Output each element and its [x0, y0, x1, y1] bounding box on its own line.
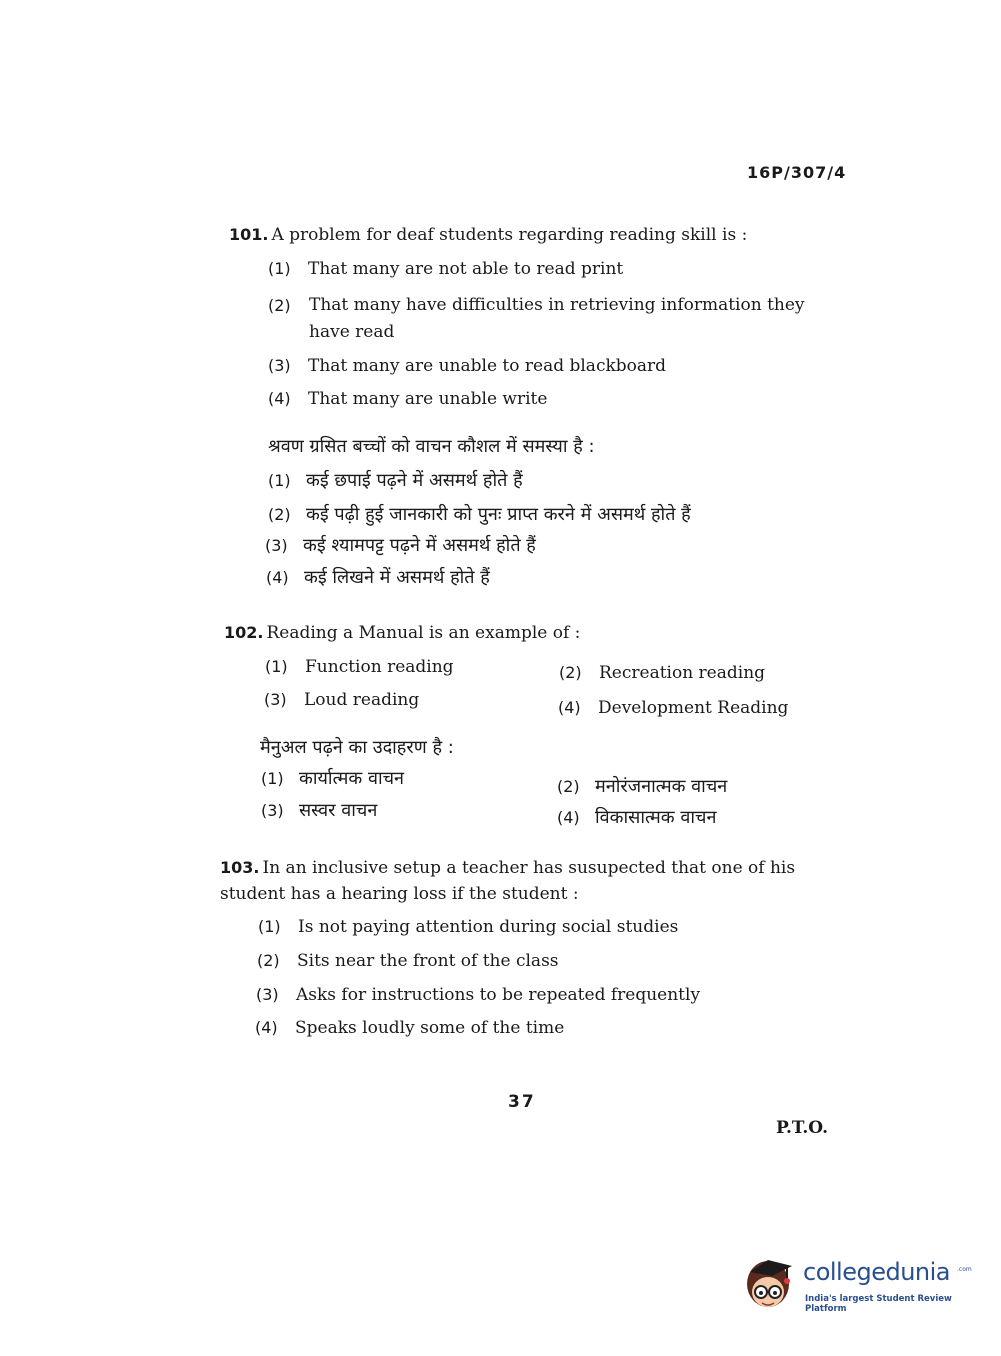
- question-103: [220, 855, 850, 907]
- question-102: [224, 623, 580, 643]
- paper-code: 16P/307/4: [747, 163, 847, 182]
- q101-hindi-option-3: (3) कई श्यामपट्ट पढ़ने में असमर्थ होते हैं: [265, 535, 536, 556]
- q102-option-2: (2) Recreation reading: [559, 663, 766, 683]
- q101-hindi-question: श्रवण ग्रसित बच्चों को वाचन कौशल में समस्या है :: [268, 436, 595, 457]
- q102-option-4: (4) Development Reading: [558, 698, 789, 718]
- q103-option-1: (1) Is not paying attention during social studies: [258, 917, 679, 937]
- question-number: 103.: [220, 858, 260, 877]
- q102-hindi-option-3: (3) सस्वर वाचन: [261, 800, 378, 821]
- q101-option-2: (2) That many have difficulties in retrieving information they have read: [268, 295, 805, 342]
- brand-tagline: India's largest Student Review Platform: [805, 1294, 952, 1314]
- q103-option-4: (4) Speaks loudly some of the time: [255, 1018, 565, 1038]
- q102-hindi-question: मैनुअल पढ़ने का उदाहरण है :: [260, 737, 454, 758]
- q101-option-3: (3) That many are unable to read blackboard: [268, 356, 667, 376]
- brand-suffix: .com: [957, 1266, 972, 1273]
- question-number: 101.: [229, 225, 269, 244]
- collegedunia-watermark: [742, 1252, 972, 1316]
- question-text: In an inclusive setup a teacher has susupected that one of his student has a hearing loss if the student :: [220, 858, 796, 904]
- q103-option-2: (2) Sits near the front of the class: [257, 951, 559, 971]
- q102-hindi-option-1: (1) कार्यात्मक वाचन: [261, 768, 405, 789]
- question-number: 102.: [224, 623, 264, 642]
- question-text: A problem for deaf students regarding reading skill is :: [271, 225, 748, 245]
- q101-hindi-option-4: (4) कई लिखने में असमर्थ होते हैं: [266, 567, 490, 588]
- q102-option-1: (1) Function reading: [265, 657, 454, 677]
- q102-hindi-option-4: (4) विकासात्मक वाचन: [557, 807, 717, 828]
- q101-hindi-option-1: (1) कई छपाई पढ़ने में असमर्थ होते हैं: [268, 470, 523, 491]
- q101-hindi-option-2: (2) कई पढ़ी हुई जानकारी को पुनः प्राप्त करने में असमर्थ होते हैं: [268, 504, 691, 525]
- q101-option-1: (1) That many are not able to read print: [268, 259, 624, 279]
- q103-option-3: (3) Asks for instructions to be repeated frequently: [256, 985, 701, 1005]
- pto-label: P.T.O.: [776, 1118, 828, 1138]
- mascot-logo-icon: [742, 1252, 802, 1316]
- page-number: 37: [508, 1092, 536, 1112]
- q101-option-4: (4) That many are unable write: [268, 389, 548, 409]
- q102-option-3: (3) Loud reading: [264, 690, 420, 710]
- brand-name: collegedunia: [803, 1258, 951, 1286]
- question-101: [229, 225, 747, 245]
- q102-hindi-option-2: (2) मनोरंजनात्मक वाचन: [557, 776, 728, 797]
- question-text: Reading a Manual is an example of :: [266, 623, 581, 643]
